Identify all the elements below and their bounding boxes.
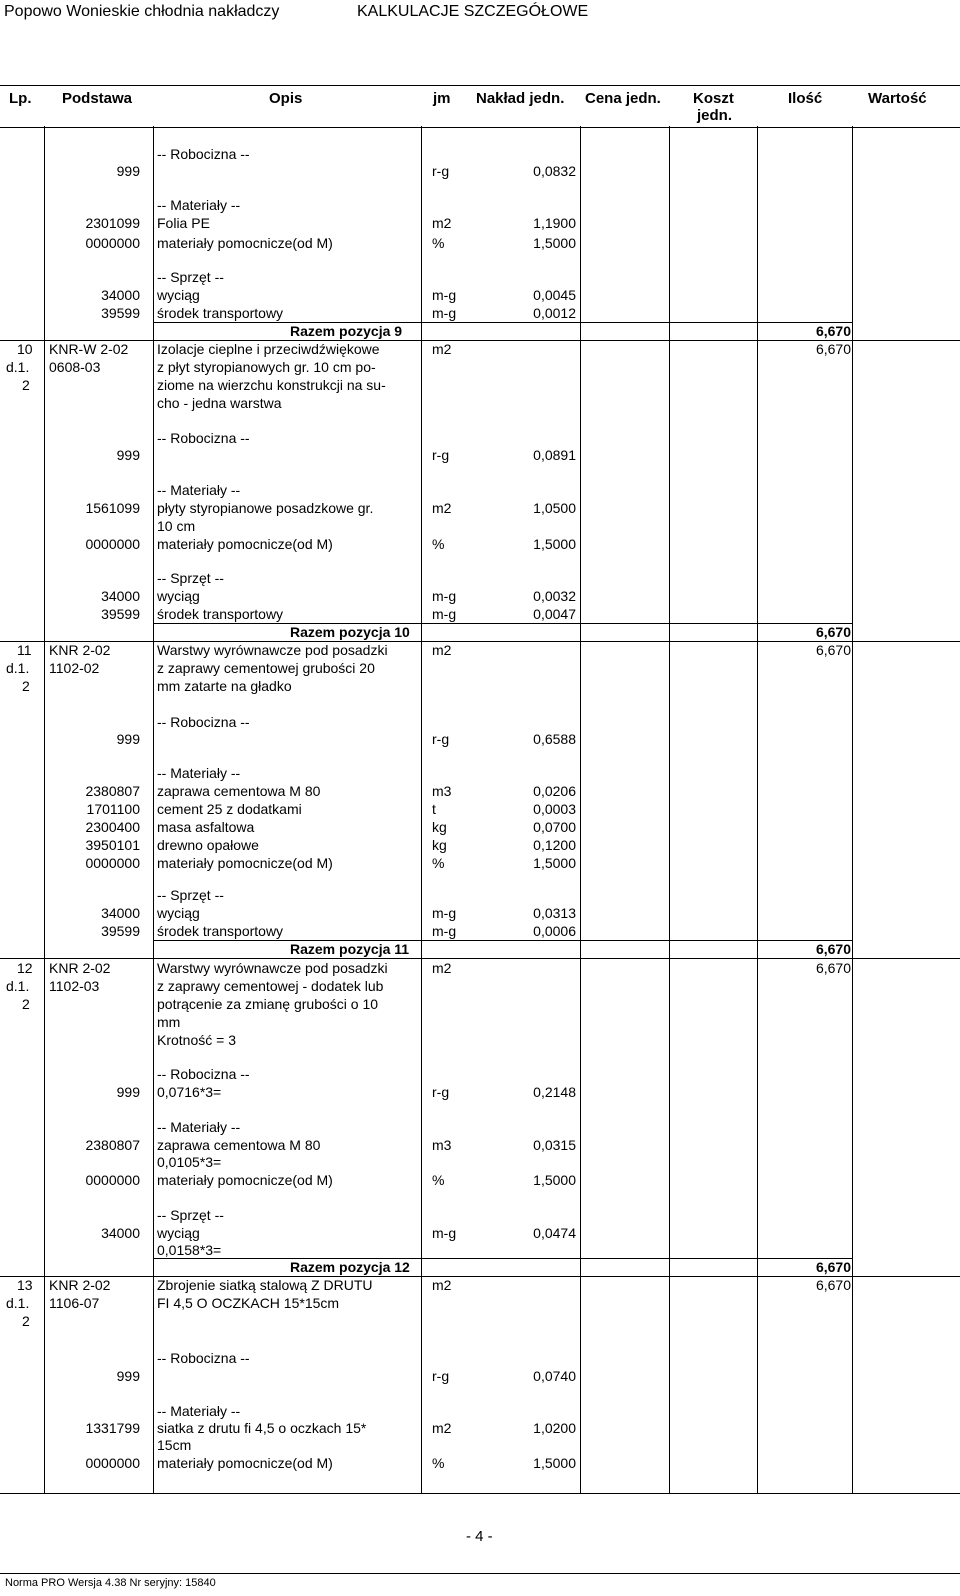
row-norm: 1,5000: [533, 235, 576, 251]
table-header: [0, 85, 960, 128]
row-description-cont: 15cm: [157, 1437, 192, 1453]
row-norm: 1,5000: [533, 1172, 576, 1188]
row-norm: 0,0832: [533, 163, 576, 179]
row-norm: 0,0047: [533, 606, 576, 622]
col-wartosc: Wartość: [868, 90, 927, 107]
row-norm: 0,0891: [533, 447, 576, 463]
position-lp: 12: [17, 960, 33, 976]
position-basis: KNR 2-02: [49, 642, 111, 658]
position-lp: 11: [17, 642, 32, 658]
position-description: Zbrojenie siatką stalową Z DRUTU: [157, 1277, 373, 1293]
row-description: materiały pomocnicze(od M): [157, 1455, 333, 1471]
row-code: 1701100: [86, 801, 140, 817]
row-norm: 0,0006: [533, 923, 576, 939]
position-total-value: 6,670: [815, 1259, 851, 1275]
row-divider: [153, 623, 852, 624]
position-basis: 1102-03: [49, 978, 100, 994]
grid-line: [153, 126, 154, 1493]
row-unit: m2: [432, 500, 452, 516]
section-label: -- Materiały --: [157, 482, 241, 498]
position-description: Warstwy wyrównawcze pod posadzki: [157, 960, 388, 976]
col-naklad: Nakład jedn.: [476, 90, 565, 107]
row-description: wyciąg: [157, 287, 200, 303]
position-lp: 13: [17, 1277, 33, 1293]
position-quantity: 6,670: [815, 1277, 851, 1293]
row-description: zaprawa cementowa M 80: [157, 1137, 321, 1153]
row-norm: 0,0700: [533, 819, 576, 835]
position-description: Warstwy wyrównawcze pod posadzki: [157, 642, 388, 658]
row-unit: t: [432, 801, 436, 817]
row-description: siatka z drutu fi 4,5 o oczkach 15*: [157, 1420, 367, 1436]
position-description: z zaprawy cementowej grubości 20: [157, 660, 375, 676]
row-description-cont: 0,0158*3=: [157, 1242, 222, 1258]
grid-line: [669, 126, 670, 1493]
section-label: -- Robocizna --: [157, 430, 250, 446]
section-label: -- Sprzęt --: [157, 887, 224, 903]
row-unit: %: [432, 855, 445, 871]
position-basis: KNR 2-02: [49, 960, 111, 976]
table-bottom-border: [0, 1493, 960, 1494]
page-number: - 4 -: [466, 1528, 493, 1545]
position-lp: 2: [22, 1313, 30, 1329]
row-norm: 1,0500: [533, 500, 576, 516]
row-description: środek transportowy: [157, 923, 284, 939]
grid-line: [852, 126, 853, 1493]
position-unit: m2: [432, 341, 452, 357]
row-code: 34000: [101, 905, 140, 921]
section-label: -- Robocizna --: [157, 146, 250, 162]
row-divider: [153, 322, 852, 323]
row-description: masa asfaltowa: [157, 819, 255, 835]
position-lp: d.1.: [6, 660, 30, 676]
position-total-label: Razem pozycja 9: [290, 323, 403, 339]
row-norm: 0,2148: [533, 1084, 576, 1100]
row-unit: r-g: [432, 731, 450, 747]
row-norm: 0,0740: [533, 1368, 576, 1384]
position-total-value: 6,670: [815, 624, 851, 640]
row-code: 3950101: [85, 837, 140, 853]
row-norm: 0,1200: [533, 837, 576, 853]
row-norm: 0,0313: [533, 905, 576, 921]
row-code: 34000: [101, 588, 140, 604]
row-unit: m3: [432, 783, 452, 799]
row-unit: m-g: [432, 923, 457, 939]
row-norm: 1,5000: [533, 536, 576, 552]
grid-line: [580, 126, 581, 1493]
row-norm: 1,0200: [533, 1420, 576, 1436]
position-total-label: Razem pozycja 11: [290, 941, 410, 957]
position-total-value: 6,670: [815, 941, 851, 957]
row-unit: r-g: [432, 163, 450, 179]
row-description: drewno opałowe: [157, 837, 259, 853]
row-unit: m3: [432, 1137, 452, 1153]
position-description: z zaprawy cementowej - dodatek lub: [157, 978, 384, 994]
project-title: Popowo Wonieskie chłodnia nakładczy: [4, 3, 280, 20]
position-description: potrącenie za zmianę grubości o 10: [157, 996, 379, 1012]
row-unit: r-g: [432, 447, 450, 463]
document-header: [0, 0, 960, 26]
row-unit: m2: [432, 1420, 452, 1436]
row-unit: m-g: [432, 287, 457, 303]
row-norm: 0,6588: [533, 731, 576, 747]
section-label: -- Sprzęt --: [157, 570, 224, 586]
row-unit: m-g: [432, 606, 457, 622]
col-lp: Lp.: [9, 90, 32, 107]
row-unit: kg: [432, 819, 447, 835]
row-code: 2301099: [85, 215, 140, 231]
row-description: materiały pomocnicze(od M): [157, 536, 333, 552]
row-code: 2300400: [85, 819, 140, 835]
row-description: wyciąg: [157, 1225, 200, 1241]
row-description: wyciąg: [157, 905, 200, 921]
row-code: 34000: [101, 287, 140, 303]
position-description: z płyt styropianowych gr. 10 cm po-: [157, 359, 376, 375]
position-total-value: 6,670: [815, 323, 851, 339]
grid-line: [44, 126, 45, 1493]
position-description: cho - jedna warstwa: [157, 395, 282, 411]
position-description: Izolacje cieplne i przeciwdźwiękowe: [157, 341, 380, 357]
position-basis: KNR 2-02: [49, 1277, 111, 1293]
position-total-label: Razem pozycja 10: [290, 624, 410, 640]
position-basis: 1106-07: [49, 1295, 100, 1311]
col-cena: Cena jedn.: [585, 90, 661, 107]
row-description: płyty styropianowe posadzkowe gr.: [157, 500, 374, 516]
row-norm: 0,0032: [533, 588, 576, 604]
col-podstawa: Podstawa: [62, 90, 133, 107]
row-unit: %: [432, 1172, 445, 1188]
position-basis: 0608-03: [49, 359, 101, 375]
row-description: materiały pomocnicze(od M): [157, 235, 333, 251]
row-unit: m-g: [432, 905, 457, 921]
position-description: mm: [157, 1014, 181, 1030]
row-code: 39599: [101, 923, 140, 939]
row-unit: m2: [432, 215, 452, 231]
section-label: -- Robocizna --: [157, 1350, 250, 1366]
row-code: 1331799: [85, 1420, 140, 1436]
row-unit: m-g: [432, 1225, 457, 1241]
row-description-cont: 0,0105*3=: [157, 1154, 222, 1170]
position-lp: 2: [22, 996, 30, 1012]
footer-divider: [0, 1573, 960, 1574]
row-norm: 1,5000: [533, 1455, 576, 1471]
row-norm: 0,0315: [533, 1137, 576, 1153]
row-description-cont: 10 cm: [157, 518, 196, 534]
position-description: mm zatarte na gładko: [157, 678, 292, 694]
position-quantity: 6,670: [815, 960, 851, 976]
row-code: 0000000: [85, 1172, 140, 1188]
section-label: -- Robocizna --: [157, 1066, 250, 1082]
position-lp: d.1.: [6, 1295, 30, 1311]
row-unit: m-g: [432, 305, 457, 321]
row-norm: 1,1900: [533, 215, 576, 231]
row-norm: 0,0206: [533, 783, 576, 799]
row-description: cement 25 z dodatkami: [157, 801, 302, 817]
row-description: środek transportowy: [157, 305, 284, 321]
row-code: 2380807: [85, 783, 140, 799]
position-lp: 2: [22, 678, 30, 694]
row-code: 39599: [101, 606, 140, 622]
row-description: zaprawa cementowa M 80: [157, 783, 321, 799]
row-unit: m-g: [432, 588, 457, 604]
position-description: FI 4,5 O OCZKACH 15*15cm: [157, 1295, 340, 1311]
col-ilosc: Ilość: [788, 90, 823, 107]
row-unit: %: [432, 235, 445, 251]
row-code: 999: [116, 1084, 140, 1100]
position-basis: 1102-02: [49, 660, 100, 676]
position-lp: 2: [22, 377, 30, 393]
position-quantity: 6,670: [815, 341, 851, 357]
position-lp: 10: [17, 341, 33, 357]
row-description: wyciąg: [157, 588, 200, 604]
row-code: 999: [116, 163, 140, 179]
row-code: 999: [116, 731, 140, 747]
position-unit: m2: [432, 960, 452, 976]
section-label: -- Robocizna --: [157, 714, 250, 730]
position-quantity: 6,670: [815, 642, 851, 658]
row-code: 999: [116, 447, 140, 463]
row-code: 0000000: [85, 235, 140, 251]
position-basis: KNR-W 2-02: [49, 341, 129, 357]
section-label: -- Materiały --: [157, 1403, 241, 1419]
row-code: 1561099: [85, 500, 140, 516]
row-code: 999: [116, 1368, 140, 1384]
position-description: ziome na wierzchu konstrukcji na su-: [157, 377, 386, 393]
row-description: materiały pomocnicze(od M): [157, 855, 333, 871]
row-code: 34000: [101, 1225, 140, 1241]
row-divider: [153, 1258, 852, 1259]
row-norm: 0,0045: [533, 287, 576, 303]
col-koszt-line2: jedn.: [697, 107, 733, 124]
position-unit: m2: [432, 1277, 452, 1293]
row-norm: 0,0474: [533, 1225, 576, 1241]
position-total-label: Razem pozycja 12: [290, 1259, 410, 1275]
row-norm: 0,0003: [533, 801, 576, 817]
row-unit: r-g: [432, 1368, 450, 1384]
row-code: 0000000: [85, 1455, 140, 1471]
row-unit: r-g: [432, 1084, 450, 1100]
position-lp: d.1.: [6, 359, 30, 375]
position-unit: m2: [432, 642, 452, 658]
col-jm: jm: [433, 90, 451, 107]
row-code: 0000000: [85, 536, 140, 552]
col-opis: Opis: [269, 90, 303, 107]
row-divider: [153, 940, 852, 941]
row-code: 2380807: [85, 1137, 140, 1153]
section-label: -- Materiały --: [157, 1119, 241, 1135]
section-label: -- Sprzęt --: [157, 1207, 224, 1223]
row-unit: %: [432, 1455, 445, 1471]
row-code: 39599: [101, 305, 140, 321]
grid-line: [757, 126, 758, 1493]
row-norm: 0,0012: [533, 305, 576, 321]
document-title: KALKULACJE SZCZEGÓŁOWE: [357, 3, 589, 20]
section-label: -- Materiały --: [157, 197, 241, 213]
row-description: materiały pomocnicze(od M): [157, 1172, 333, 1188]
row-norm: 1,5000: [533, 855, 576, 871]
row-divider: [0, 958, 960, 959]
position-description: Krotność = 3: [157, 1032, 236, 1048]
software-note: Norma PRO Wersja 4.38 Nr seryjny: 15840: [5, 1577, 216, 1589]
grid-line: [421, 126, 422, 1493]
row-description: Folia PE: [157, 215, 210, 231]
col-koszt: Koszt: [693, 90, 734, 107]
row-description: środek transportowy: [157, 606, 284, 622]
row-code: 0000000: [85, 855, 140, 871]
row-unit: %: [432, 536, 445, 552]
section-label: -- Materiały --: [157, 765, 241, 781]
position-lp: d.1.: [6, 978, 30, 994]
section-label: -- Sprzęt --: [157, 269, 224, 285]
row-description: 0,0716*3=: [157, 1084, 222, 1100]
row-unit: kg: [432, 837, 447, 853]
